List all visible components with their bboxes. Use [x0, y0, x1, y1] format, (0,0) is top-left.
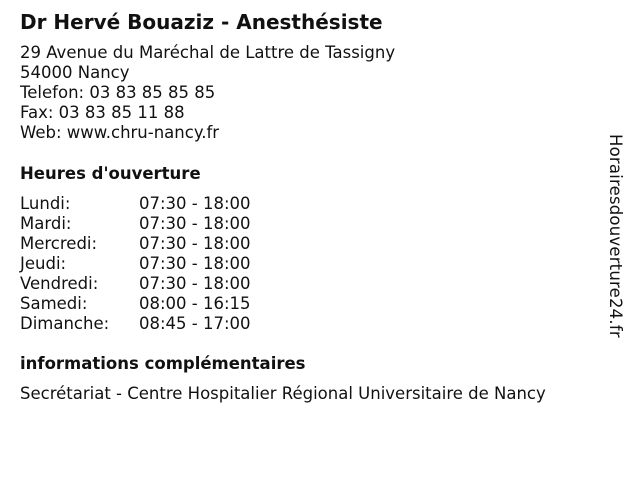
day-label: Mercredi:	[20, 234, 98, 253]
opening-hours-heading: Heures d'ouverture	[20, 164, 201, 183]
day-label: Mardi:	[20, 214, 72, 233]
day-label: Dimanche:	[20, 314, 110, 333]
additional-info-text: Secrétariat - Centre Hospitalier Régional Universitaire de Nancy	[20, 384, 546, 403]
day-label: Vendredi:	[20, 274, 99, 293]
time-range: 08:45 - 17:00	[139, 314, 251, 333]
address-city: 54000 Nancy	[20, 63, 130, 82]
page-title: Dr Hervé Bouaziz - Anesthésiste	[20, 10, 383, 34]
watermark	[603, 134, 627, 344]
website: Web: www.chru-nancy.fr	[20, 123, 220, 142]
fax-number: Fax: 03 83 85 11 88	[20, 103, 185, 122]
day-label: Jeudi:	[20, 254, 67, 273]
time-range: 07:30 - 18:00	[139, 194, 251, 213]
day-label: Lundi:	[20, 194, 71, 213]
additional-info-heading: informations complémentaires	[20, 354, 306, 373]
watermark-text: Horairesdouverture24.fr	[606, 134, 625, 338]
time-range: 07:30 - 18:00	[139, 234, 251, 253]
address-street: 29 Avenue du Maréchal de Lattre de Tassigny	[20, 43, 396, 62]
day-label: Samedi:	[20, 294, 88, 313]
time-range: 08:00 - 16:15	[139, 294, 251, 313]
contact-block	[20, 43, 395, 143]
time-range: 07:30 - 18:00	[139, 274, 251, 293]
time-range: 07:30 - 18:00	[139, 214, 251, 233]
phone-number: Telefon: 03 83 85 85 85	[20, 83, 216, 102]
time-range: 07:30 - 18:00	[139, 254, 251, 273]
